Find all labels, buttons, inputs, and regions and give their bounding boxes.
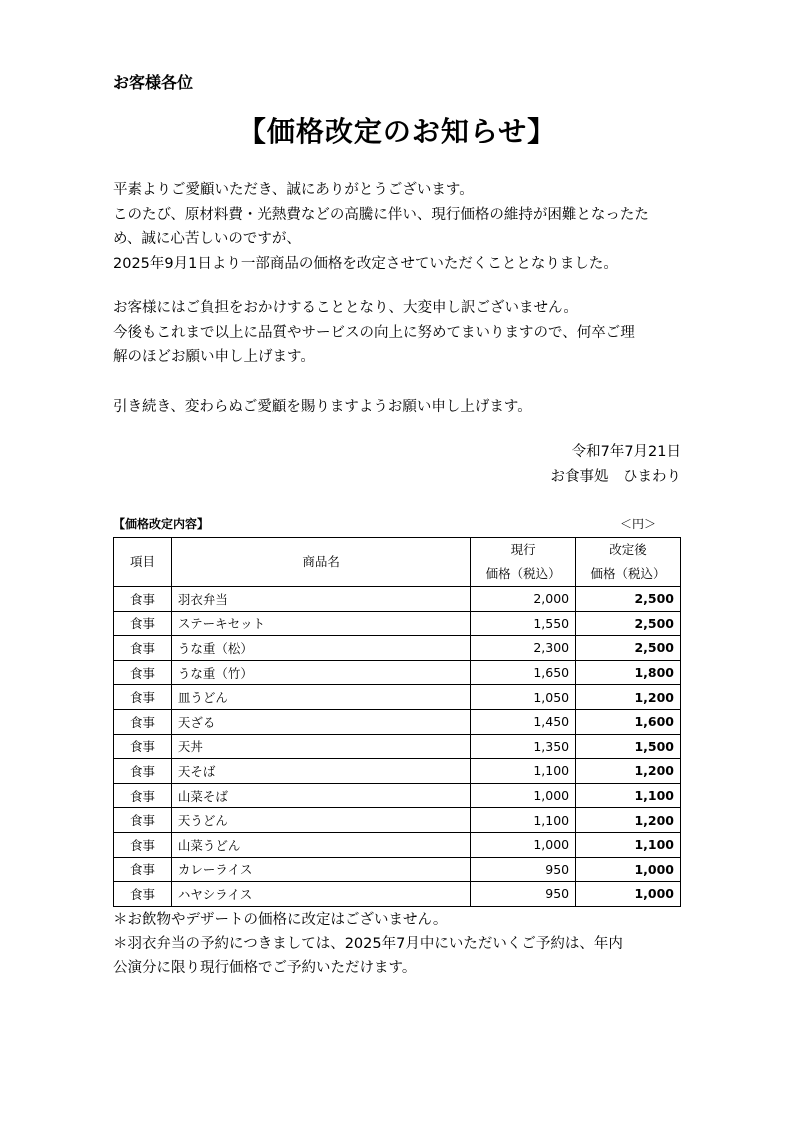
table-row xyxy=(114,882,681,907)
note-line: ＊お飲物やデザートの価格に改定はございません。 xyxy=(113,912,448,928)
table-unit-label: ＜円＞ xyxy=(620,517,657,531)
row-item-name: 山菜うどん xyxy=(171,832,470,857)
row-item-name: 皿うどん xyxy=(171,685,470,710)
row-item-name: うな重（竹） xyxy=(171,660,470,685)
row-new-price: 1,200 xyxy=(576,685,681,710)
row-item-name: 天うどん xyxy=(171,808,470,833)
row-item-name: カレーライス xyxy=(171,857,470,882)
row-new-price: 1,200 xyxy=(576,759,681,784)
row-current-price: 1,100 xyxy=(471,759,576,784)
header-name: 商品名 xyxy=(171,538,470,587)
header-new-line1: 改定後 xyxy=(576,538,681,563)
row-item-name: 羽衣弁当 xyxy=(171,587,470,612)
paragraph-line: 今後もこれまで以上に品質やサービスの向上に努めてまいりますので、何卒ご理 xyxy=(113,324,635,341)
table-row xyxy=(114,808,681,833)
paragraph-greeting xyxy=(113,178,685,276)
paragraph-line: 解のほどお願い申し上げます。 xyxy=(113,349,315,365)
row-new-price: 1,600 xyxy=(576,709,681,734)
table-row xyxy=(114,734,681,759)
paragraph-line: 2025年9月1日より一部商品の価格を改定させていただくこととなりました。 xyxy=(113,255,618,272)
row-category: 食事 xyxy=(114,709,172,734)
table-row xyxy=(114,660,681,685)
row-category: 食事 xyxy=(114,783,172,808)
row-new-price: 1,100 xyxy=(576,783,681,808)
table-row xyxy=(114,709,681,734)
row-new-price: 2,500 xyxy=(576,636,681,661)
table-row xyxy=(114,759,681,784)
table-row xyxy=(114,832,681,857)
row-new-price: 1,000 xyxy=(576,857,681,882)
row-new-price: 2,500 xyxy=(576,587,681,612)
row-category: 食事 xyxy=(114,636,172,661)
row-current-price: 2,300 xyxy=(471,636,576,661)
row-item-name: 山菜そば xyxy=(171,783,470,808)
table-row xyxy=(114,587,681,612)
document-title: 【価格改定のお知らせ】 xyxy=(237,115,557,148)
paragraph-line: お客様にはご負担をおかけすることとなり、大変申し訳ございません。 xyxy=(113,300,578,316)
row-new-price: 1,100 xyxy=(576,832,681,857)
table-row xyxy=(114,636,681,661)
paragraph-line: 引き続き、変わらぬご愛顧を賜りますようお願い申し上げます。 xyxy=(113,399,532,415)
addressee: お客様各位 xyxy=(113,73,194,92)
table-row xyxy=(114,783,681,808)
paragraph-line: このたび、原材料費・光熱費などの高騰に伴い、現行価格の維持が困難となったた xyxy=(113,206,649,223)
row-current-price: 1,350 xyxy=(471,734,576,759)
row-category: 食事 xyxy=(114,759,172,784)
row-item-name: 天そば xyxy=(171,759,470,784)
table-row xyxy=(114,685,681,710)
row-current-price: 2,000 xyxy=(471,587,576,612)
row-current-price: 1,050 xyxy=(471,685,576,710)
row-category: 食事 xyxy=(114,734,172,759)
shop-name: お食事処 ひまわり xyxy=(550,469,681,485)
table-row xyxy=(114,611,681,636)
row-category: 食事 xyxy=(114,882,172,907)
note-line: ＊羽衣弁当の予約につきましては、2025年7月中にいただいくご予約は、年内 xyxy=(113,936,623,952)
row-category: 食事 xyxy=(114,832,172,857)
row-category: 食事 xyxy=(114,808,172,833)
price-table xyxy=(113,537,681,907)
row-new-price: 1,800 xyxy=(576,660,681,685)
row-current-price: 1,550 xyxy=(471,611,576,636)
paragraph-apology xyxy=(113,296,685,370)
row-current-price: 1,000 xyxy=(471,783,576,808)
row-new-price: 1,200 xyxy=(576,808,681,833)
row-category: 食事 xyxy=(114,611,172,636)
row-current-price: 1,450 xyxy=(471,709,576,734)
header-current-line2: 価格（税込） xyxy=(471,562,576,587)
row-current-price: 950 xyxy=(471,857,576,882)
row-item-name: うな重（松） xyxy=(171,636,470,661)
row-item-name: ハヤシライス xyxy=(171,882,470,907)
row-current-price: 1,000 xyxy=(471,832,576,857)
issue-date: 令和7年7月21日 xyxy=(571,444,681,460)
row-category: 食事 xyxy=(114,857,172,882)
paragraph-line: 平素よりご愛顧いただき、誠にありがとうございます。 xyxy=(113,182,474,198)
paragraph-line: め、誠に心苦しいのですが、 xyxy=(113,231,301,247)
row-category: 食事 xyxy=(114,660,172,685)
row-item-name: ステーキセット xyxy=(171,611,470,636)
row-new-price: 1,500 xyxy=(576,734,681,759)
header-current-line1: 現行 xyxy=(471,538,576,563)
notes xyxy=(113,908,685,980)
header-new-line2: 価格（税込） xyxy=(576,562,681,587)
row-current-price: 950 xyxy=(471,882,576,907)
row-item-name: 天ざる xyxy=(171,709,470,734)
row-current-price: 1,100 xyxy=(471,808,576,833)
note-line: 公演分に限り現行価格でご予約いただけます。 xyxy=(113,960,417,976)
row-new-price: 2,500 xyxy=(576,611,681,636)
row-new-price: 1,000 xyxy=(576,882,681,907)
row-category: 食事 xyxy=(114,587,172,612)
header-category: 項目 xyxy=(114,538,172,587)
row-item-name: 天丼 xyxy=(171,734,470,759)
table-section-label: 【価格改定内容】 xyxy=(113,517,210,531)
table-row xyxy=(114,857,681,882)
row-category: 食事 xyxy=(114,685,172,710)
signature-block xyxy=(551,440,682,490)
row-current-price: 1,650 xyxy=(471,660,576,685)
paragraph-closing xyxy=(113,395,685,420)
